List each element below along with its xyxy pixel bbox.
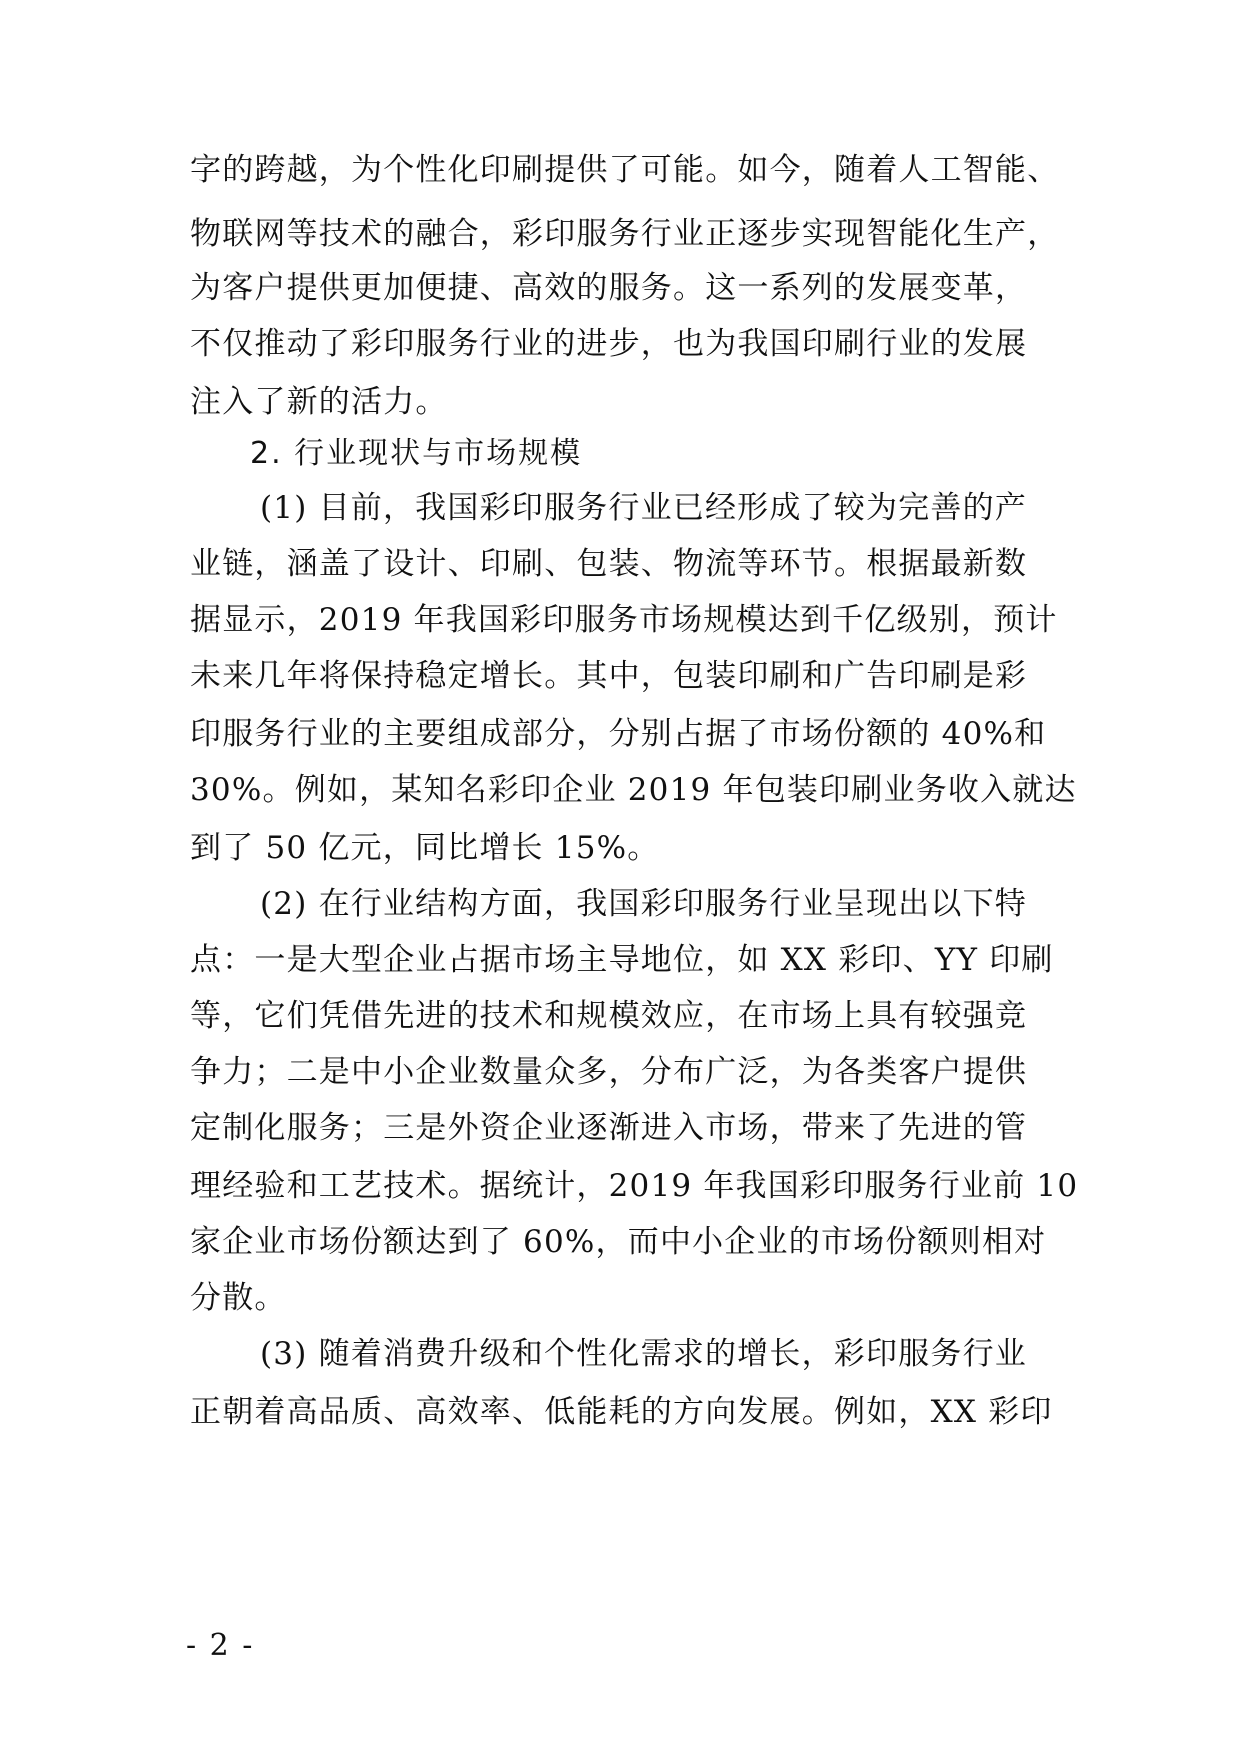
paragraph-line: 30%。例如，某知名彩印企业 2019 年包装印刷业务收入就达 <box>190 772 1077 808</box>
paragraph-line: 点：一是大型企业占据市场主导地位，如 XX 彩印、YY 印刷 <box>190 942 1054 978</box>
paragraph-line: 理经验和工艺技术。据统计，2019 年我国彩印服务行业前 10 <box>190 1168 1079 1204</box>
paragraph-line: 字的跨越，为个性化印刷提供了可能。如今，随着人工智能、 <box>190 152 1060 188</box>
paragraph-line: (1) 目前，我国彩印服务行业已经形成了较为完善的产 <box>260 490 1027 526</box>
paragraph-line: (3) 随着消费升级和个性化需求的增长，彩印服务行业 <box>260 1336 1027 1372</box>
paragraph-line: 分散。 <box>190 1280 287 1316</box>
paragraph-line: (2) 在行业结构方面，我国彩印服务行业呈现出以下特 <box>260 886 1027 922</box>
paragraph-line: 据显示，2019 年我国彩印服务市场规模达到千亿级别，预计 <box>190 602 1058 638</box>
paragraph-line: 为客户提供更加便捷、高效的服务。这一系列的发展变革， <box>190 270 1028 306</box>
paragraph-line: 家企业市场份额达到了 60%，而中小企业的市场份额则相对 <box>190 1224 1047 1260</box>
paragraph-line: 正朝着高品质、高效率、低能耗的方向发展。例如，XX 彩印 <box>190 1394 1053 1430</box>
paragraph-line: 到了 50 亿元，同比增长 15%。 <box>190 830 660 866</box>
paragraph-line: 业链，涵盖了设计、印刷、包装、物流等环节。根据最新数 <box>190 546 1028 582</box>
paragraph-line: 未来几年将保持稳定增长。其中，包装印刷和广告印刷是彩 <box>190 658 1028 694</box>
paragraph-line: 定制化服务；三是外资企业逐渐进入市场，带来了先进的管 <box>190 1110 1028 1146</box>
paragraph-line: 争力；二是中小企业数量众多，分布广泛，为各类客户提供 <box>190 1054 1028 1090</box>
paragraph-line: 注入了新的活力。 <box>190 384 448 420</box>
paragraph-line: 物联网等技术的融合，彩印服务行业正逐步实现智能化生产， <box>190 216 1060 252</box>
paragraph-line: 等，它们凭借先进的技术和规模效应，在市场上具有较强竞 <box>190 998 1028 1034</box>
paragraph-line: 不仅推动了彩印服务行业的进步，也为我国印刷行业的发展 <box>190 326 1028 362</box>
page-number: - 2 - <box>186 1628 255 1663</box>
section-heading: 2. 行业现状与市场规模 <box>250 436 583 471</box>
paragraph-line: 印服务行业的主要组成部分，分别占据了市场份额的 40%和 <box>190 716 1047 752</box>
